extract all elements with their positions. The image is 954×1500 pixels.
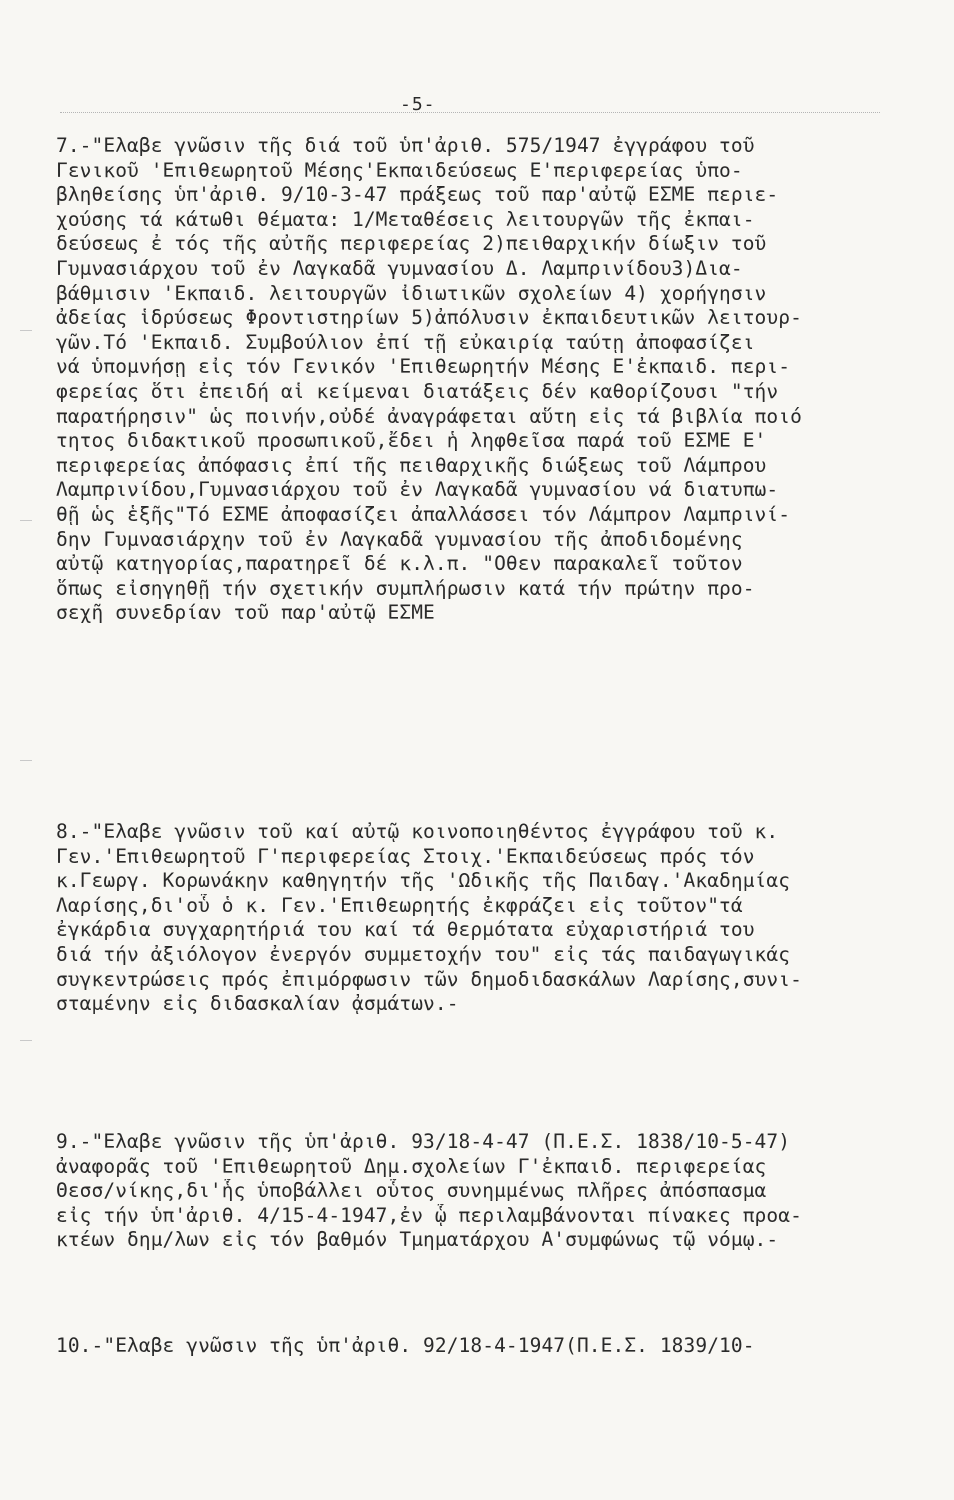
paragraph-9 [56,1130,876,1253]
margin-mark [20,760,32,761]
text-line: Γεν.'Επιθεωρητοῦ Γ'περιφερείας Στοιχ.'Εκπαιδεύσεως πρός τόν [56,844,755,868]
text-line: 8.-"Ελαβε γνῶσιν τοῦ καί αὐτῷ κοινοποιηθέντος ἐγγράφου τοῦ κ. [56,820,779,843]
text-line: σταμένην εἰς διδασκαλίαν ᾀσμάτων.- [56,992,459,1016]
margin-mark [20,520,32,521]
text-line: βληθείσης ὑπ'ἀριθ. 9/10-3-47 πράξεως τοῦ παρ'αὐτῷ ΕΣΜΕ περιε- [56,183,779,207]
text-line: βάθμισιν 'Εκπαιδ. λειτουργῶν ἰδιωτικῶν σχολείων 4) χορήγησιν [56,281,767,305]
header-rule [60,112,880,113]
paragraph-7 [56,134,876,626]
text-line: Θεσσ/νίκης,δι'ἧς ὑποβάλλει οὗτος συνημμένως πλῆρες ἀπόσπασμα [56,1179,767,1203]
text-line: χούσης τά κάτωθι θέματα: 1/Μεταθέσεις λειτουργῶν τῆς ἐκπαι- [56,207,755,231]
text-line: ἀδείας ἱδρύσεως Φροντιστηρίων 5)ἀπόλυσιν ἐκπαιδευτικῶν λειτουρ- [56,306,802,330]
text-line: κτέων δημ/λων εἰς τόν βαθμόν Τμηματάρχου Α'συμφώνως τῷ νόμῳ.- [56,1228,779,1252]
text-line: ἐγκάρδια συγχαρητήριά του καί τά θερμότατα εὐχαριστήριά του [56,918,755,942]
text-line: Λαρίσης,δι'οὗ ὁ κ. Γεν.'Επιθεωρητής ἐκφράζει εἰς τοῦτον"τά [56,893,743,917]
paragraph-8 [56,820,876,1017]
text-line: Γυμνασιάρχου τοῦ ἐν Λαγκαδᾶ γυμνασίου Δ. Λαμπρινίδου3)Δια- [56,256,743,280]
text-line: 10.-"Ελαβε γνῶσιν τῆς ὑπ'ἀριθ. 92/18-4-1947(Π.Ε.Σ. 1839/10- [56,1334,755,1357]
margin-mark [20,330,32,331]
text-line: φερείας ὅτι ἐπειδή αἱ κείμεναι διατάξεις δέν καθορίζουσι "τήν [56,379,779,403]
margin-mark [20,1040,32,1041]
text-line: αὐτῷ κατηγορίας,παρατηρεῖ δέ κ.λ.π. "Οθεν παρακαλεῖ τοῦτον [56,552,743,576]
text-line: τητος διδακτικοῦ προσωπικοῦ,ἔδει ἡ ληφθεῖσα παρά τοῦ ΕΣΜΕ Ε' [56,429,767,453]
text-line: δεύσεως ἐ τός τῆς αὐτῆς περιφερείας 2)πειθαρχικήν δίωξιν τοῦ [56,232,767,256]
text-line: διά τήν ἀξιόλογον ἐνεργόν συμμετοχήν του" εἰς τάς παιδαγωγικάς [56,942,791,966]
text-line: νά ὑπομνήσῃ εἰς τόν Γενικόν 'Επιθεωρητήν Μέσης Ε'ἐκπαιδ. περι- [56,355,791,379]
text-line: περιφερείας ἀπόφασις ἐπί τῆς πειθαρχικῆς διώξεως τοῦ Λάμπρου [56,453,767,477]
text-line: Γενικοῦ 'Επιθεωρητοῦ Μέσης'Εκπαιδεύσεως Ε'περιφερείας ὑπο- [56,158,743,182]
text-line: ὅπως εἰσηγηθῇ τήν σχετικήν συμπλήρωσιν κατά τήν πρώτην προ- [56,576,755,600]
text-line: σεχῆ συνεδρίαν τοῦ παρ'αὐτῷ ΕΣΜΕ [56,601,435,625]
text-line: θῇ ὡς ἑξῆς"Τό ΕΣΜΕ ἀποφασίζει ἀπαλλάσσει τόν Λάμπρον Λαμπρινί- [56,502,791,526]
text-line: κ.Γεωργ. Κορωνάκην καθηγητήν τῆς 'Ωδικῆς τῆς Παιδαγ.'Ακαδημίας [56,869,791,893]
text-line: 7.-"Ελαβε γνῶσιν τῆς διά τοῦ ὑπ'ἀριθ. 575/1947 ἐγγράφου τοῦ [56,134,755,157]
text-line: Λαμπρινίδου,Γυμνασιάρχου τοῦ ἐν Λαγκαδᾶ γυμνασίου νά διατυπω- [56,478,779,502]
text-line: ἀναφορᾶς τοῦ 'Επιθεωρητοῦ Δημ.σχολείων Γ'ἐκπαιδ. περιφερείας [56,1154,767,1178]
paragraph-10 [56,1334,876,1359]
text-line: γῶν.Τό 'Εκπαιδ. Συμβούλιον ἐπί τῇ εὐκαιρίᾳ ταύτῃ ἀποφασίζει [56,330,755,354]
text-line: δην Γυμνασιάρχην τοῦ ἐν Λαγκαδᾶ γυμνασίου τῆς ἀποδιδομένης [56,527,743,551]
text-line: εἰς τήν ὑπ'ἀριθ. 4/15-4-1947,ἐν ᾧ περιλαμβάνονται πίνακες προα- [56,1203,802,1227]
text-line: παρατήρησιν" ὡς ποινήν,οὐδέ ἀναγράφεται αὕτη εἰς τά βιβλία ποιό [56,404,802,428]
text-line: 9.-"Ελαβε γνῶσιν τῆς ὑπ'ἀριθ. 93/18-4-47 (Π.Ε.Σ. 1838/10-5-47) [56,1130,791,1153]
page-number: -5- [400,94,436,115]
text-line: συγκεντρώσεις πρός ἐπιμόρφωσιν τῶν δημοδιδασκάλων Λαρίσης,συνι- [56,967,802,991]
